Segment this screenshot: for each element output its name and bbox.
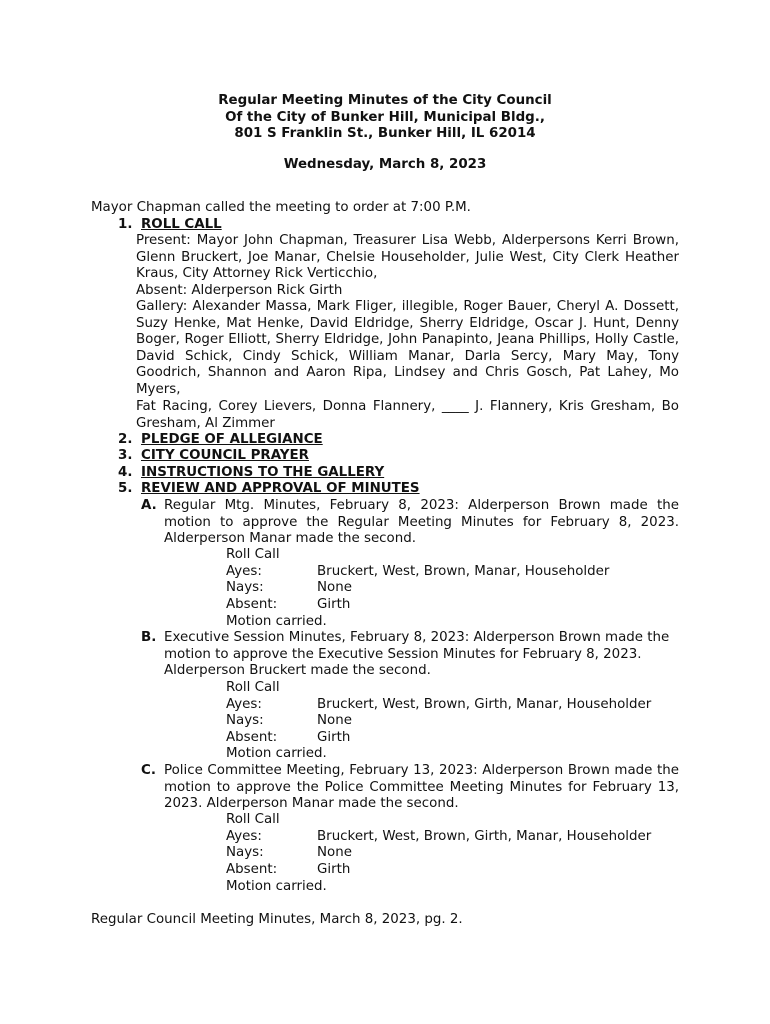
call-to-order: Mayor Chapman called the meeting to order at 7:00 P.M. [91,200,471,215]
nays-value: None [317,713,352,728]
minutes-b-text: Executive Session Minutes, February 8, 2023: Alderperson Brown made the motion to approve the Executive Session Minutes for February 8, 2023. Alderperson Bruckert made the second. [164,630,670,679]
item-number: 3. [118,448,133,463]
ayes-label: Ayes: [226,829,262,844]
gallery-instructions-heading: INSTRUCTIONS TO THE GALLERY [141,465,385,480]
item-number: 4. [118,465,133,480]
roll-call-label: Roll Call [226,812,280,827]
page-footer: Regular Council Meeting Minutes, March 8, 2023, pg. 2. [91,912,463,927]
ayes-value: Bruckert, West, Brown, Manar, Householder [317,564,610,579]
roll-call-label: Roll Call [226,680,280,695]
present-list: Present: Mayor John Chapman, Treasurer Lisa Webb, Alderpersons Kerri Brown, Glenn Bruckert, Joe Manar, Chelsie Householder, Julie West, City Clerk Heather Kraus, City Attorney Rick Verticchio, [136,233,679,282]
item-number: 5. [118,481,133,496]
item-number: 2. [118,432,133,447]
nays-value: None [317,580,352,595]
absent-label: Absent: [226,597,278,612]
prayer-heading: CITY COUNCIL PRAYER [141,448,309,463]
nays-label: Nays: [226,845,264,860]
absent-value: Girth [317,862,351,877]
absent-label: Absent: [226,730,278,745]
header-address: 801 S Franklin St., Bunker Hill, IL 62014 [234,126,536,142]
header-title-line1: Regular Meeting Minutes of the City Council [218,93,552,108]
document-header [0,93,770,173]
absent-value: Girth [317,730,351,745]
minutes-a-text: Regular Mtg. Minutes, February 8, 2023: Alderperson Brown made the motion to approve the Regular Meeting Minutes for February 8, 2023. Alderperson Manar made the second. [164,498,679,547]
gallery-list-continued: Fat Racing, Corey Lievers, Donna Flannery, ____ J. Flannery, Kris Gresham, Bo Gresham, Al Zimmer [136,399,679,431]
motion-result: Motion carried. [226,746,327,761]
item-number: 1. [118,217,133,232]
nays-label: Nays: [226,713,264,728]
minutes-c-text: Police Committee Meeting, February 13, 2023: Alderperson Brown made the motion to approve the Police Committee Meeting Minutes for February 13, 2023. Alderperson Manar made the second. [164,763,679,812]
gallery-list: Gallery: Alexander Massa, Mark Fliger, illegible, Roger Bauer, Cheryl A. Dossett, Suzy Henke, Mat Henke, David Eldridge, Sherry Eldridge, Oscar J. Hunt, Denny Boger, Roger Elliott, Sherry Eldridge, John Panapinto, Jeana Phillips, Holly Castle, David Schick, Cindy Schick, William Manar, Darla Sercy, Mary May, Tony Goodrich, Shannon and Aaron Ripa, Lindsey and Chris Gosch, Pat Lahey, Mo Myers, [136,299,679,397]
absent-label: Absent: [226,862,278,877]
minutes-review-heading: REVIEW AND APPROVAL OF MINUTES [141,481,420,496]
meeting-date: Wednesday, March 8, 2023 [283,156,487,172]
subitem-letter: B. [141,630,157,645]
ayes-label: Ayes: [226,564,262,579]
subitem-letter: C. [141,763,156,778]
ayes-label: Ayes: [226,697,262,712]
subitem-letter: A. [141,498,157,513]
motion-result: Motion carried. [226,879,327,894]
roll-call-heading: ROLL CALL [141,217,222,232]
ayes-value: Bruckert, West, Brown, Girth, Manar, Householder [317,697,652,712]
header-title-line2: Of the City of Bunker Hill, Municipal Bldg., [225,109,545,125]
absent-list: Absent: Alderperson Rick Girth [136,283,343,298]
absent-value: Girth [317,597,351,612]
ayes-value: Bruckert, West, Brown, Girth, Manar, Householder [317,829,652,844]
nays-label: Nays: [226,580,264,595]
roll-call-label: Roll Call [226,547,280,562]
motion-result: Motion carried. [226,614,327,629]
pledge-heading: PLEDGE OF ALLEGIANCE [141,432,323,447]
nays-value: None [317,845,352,860]
